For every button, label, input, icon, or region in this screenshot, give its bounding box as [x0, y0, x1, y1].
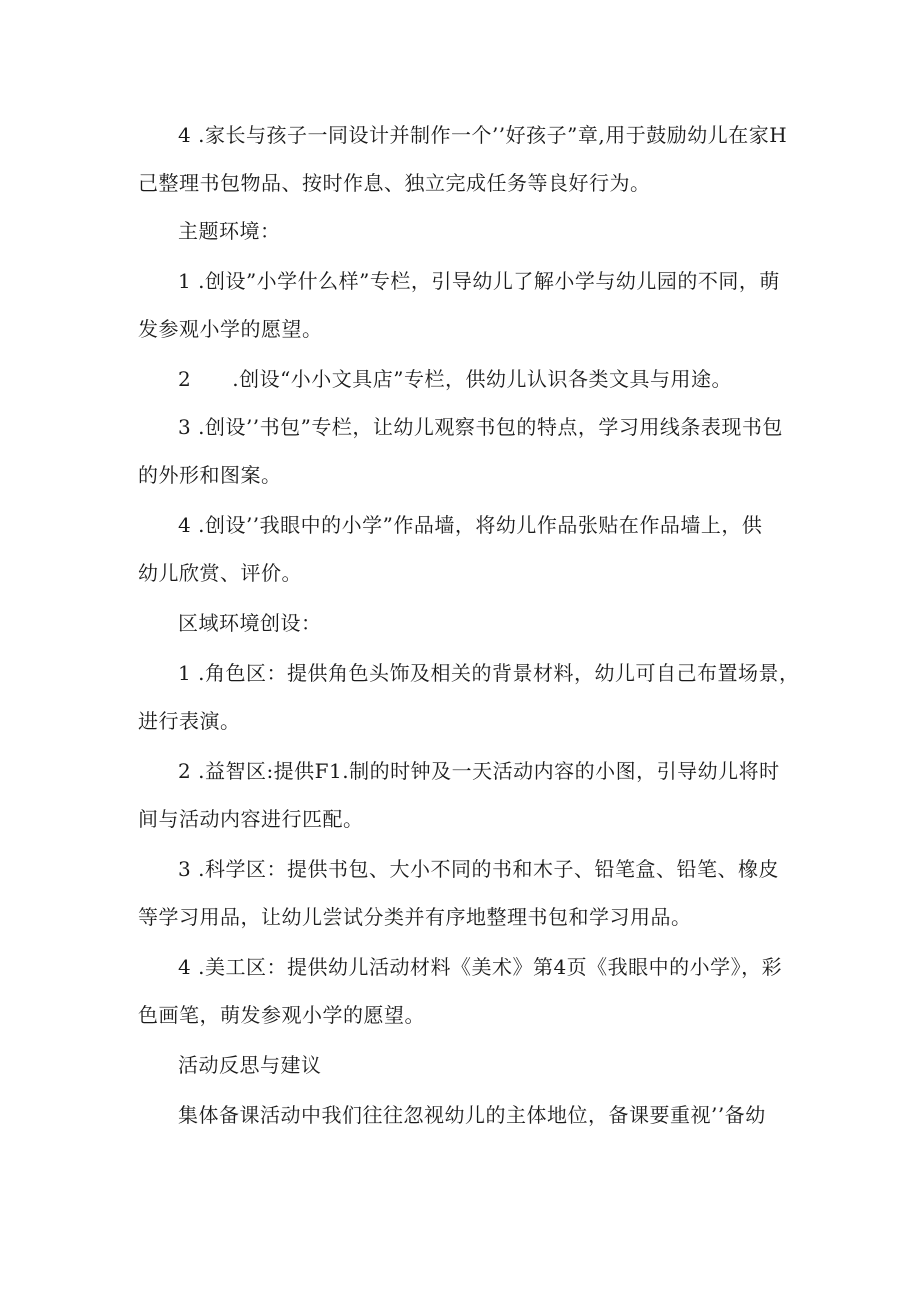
paragraph-line: 的外形和图案。: [138, 463, 282, 487]
paragraph-line: 4 .家长与孩子一同设计并制作一个’’好孩子”章,用于鼓励幼儿在家H: [178, 123, 788, 147]
paragraph-line: 进行表演。: [138, 709, 241, 733]
paragraph-line: 色画笔，萌发参观小学的愿望。: [138, 1003, 425, 1027]
paragraph-line: 间与活动内容进行匹配。: [138, 807, 364, 831]
paragraph-line: 4 .美工区：提供幼儿活动材料《美术》第4页《我眼中的小学》，彩: [178, 955, 783, 979]
paragraph-line: 4 .创设’’我眼中的小学”作品墙，将幼儿作品张贴在作品墙上，供: [178, 513, 763, 537]
section-heading: 活动反思与建议: [178, 1053, 322, 1077]
paragraph-line: 幼儿欣赏、评价。: [138, 561, 302, 585]
paragraph-line: 己整理书包物品、按时作息、独立完成任务等良好行为。: [138, 171, 651, 195]
paragraph-line: 3 .科学区：提供书包、大小不同的书和木子、铅笔盒、铅笔、橡皮: [178, 857, 779, 881]
paragraph-line: 2 .创设“小小文具店”专栏，供幼儿认识各类文具与用途。: [178, 367, 733, 391]
paragraph-line: 2 .益智区:提供F1.制的时钟及一天活动内容的小图，引导幼儿将时: [178, 759, 780, 783]
paragraph-line: 1 .角色区：提供角色头饰及相关的背景材料，幼儿可自己布置场景，: [178, 661, 800, 685]
paragraph-line: 3 .创设’’书包”专栏，让幼儿观察书包的特点，学习用线条表现书包: [178, 415, 783, 439]
paragraph-line: 1 .创设”小学什么样”专栏，引导幼儿了解小学与幼儿园的不同，萌: [178, 269, 780, 293]
section-heading: 区域环境创设：: [178, 611, 322, 635]
paragraph-line: 集体备课活动中我们往往忽视幼儿的主体地位，备课要重视’’备幼: [178, 1103, 766, 1127]
paragraph-line: 等学习用品，让幼儿尝试分类并有序地整理书包和学习用品。: [138, 905, 692, 929]
section-heading: 主题环境：: [178, 219, 281, 243]
paragraph-line: 发参观小学的愿望。: [138, 317, 323, 341]
